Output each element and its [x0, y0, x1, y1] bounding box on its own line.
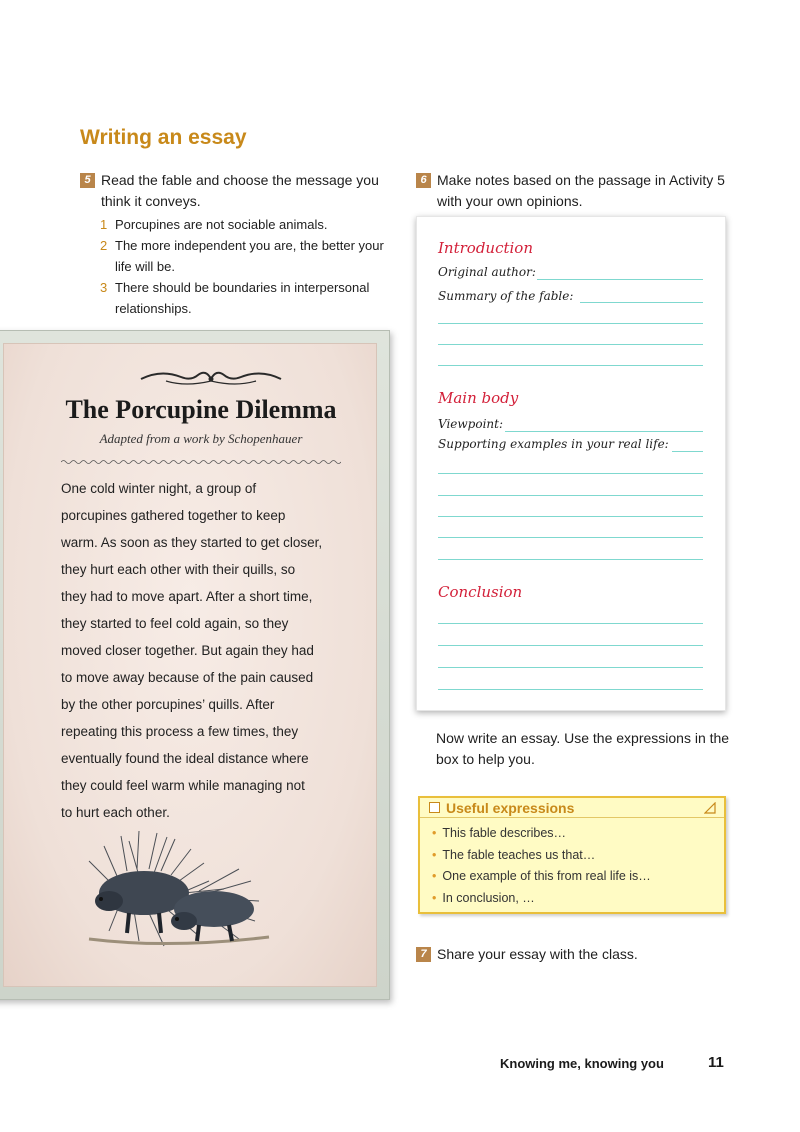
fable-line: they started to feel cold again, so they [61, 616, 289, 631]
section-title: Writing an essay [80, 126, 247, 149]
activity-6-instruction: Make notes based on the passage in Activity 5 with your own opinions. [437, 172, 725, 209]
original-author-line[interactable] [537, 279, 703, 280]
expression-text: One example of this from real life is… [442, 869, 651, 883]
supporting-label: Supporting examples in your real life: [438, 437, 669, 451]
option-item [100, 277, 400, 319]
bullet-icon: • [432, 869, 437, 883]
expression-text: In conclusion, … [442, 890, 535, 905]
note-line[interactable] [438, 495, 703, 496]
note-line[interactable] [438, 645, 703, 646]
write-essay-instruction: Now write an essay. Use the expressions in the box to help you. [436, 730, 730, 767]
option-item [100, 214, 400, 235]
note-line[interactable] [438, 516, 703, 517]
note-line[interactable] [438, 559, 703, 560]
fable-line: repeating this process a few times, they [61, 724, 299, 739]
fable-subtitle: Adapted from a work by Schopenhauer [99, 431, 303, 446]
fable-line: moved closer together. But again they had [61, 643, 314, 658]
fable-title: The Porcupine Dilemma [65, 395, 337, 424]
fable-line: One cold winter night, a group of [61, 481, 257, 496]
summary-line[interactable] [580, 302, 703, 303]
note-line[interactable] [438, 623, 703, 624]
page-number: 11 [708, 1054, 724, 1071]
expression-text: This fable describes… [442, 826, 567, 840]
fable-board [0, 330, 390, 1000]
porcupine-illustration-icon [79, 821, 279, 951]
bullet-icon: • [432, 847, 437, 862]
expression-list [420, 818, 724, 909]
note-line[interactable] [438, 365, 703, 366]
viewpoint-line[interactable] [505, 431, 703, 432]
activity-7-instruction: Share your essay with the class. [437, 946, 638, 962]
fable-line: they had to move apart. After a short time, [61, 589, 313, 604]
introduction-heading: Introduction [438, 239, 533, 257]
fable-line: porcupines gathered together to keep [61, 508, 286, 523]
activity-7-badge: 7 [416, 947, 431, 962]
original-author-label: Original author: [438, 265, 536, 279]
useful-expressions-box [418, 796, 726, 914]
expression-item [432, 845, 724, 867]
bullet-icon: • [432, 826, 437, 840]
expression-item [432, 823, 724, 845]
useful-expressions-title: Useful expressions [446, 799, 575, 816]
option-text: The more independent you are, the better your life will be. [115, 238, 384, 274]
conclusion-heading: Conclusion [438, 583, 523, 601]
supporting-line[interactable] [672, 451, 703, 452]
option-text: Porcupines are not sociable animals. [115, 217, 328, 232]
activity-7 [416, 944, 736, 965]
activity-5-badge: 5 [80, 173, 95, 188]
bullet-icon: • [432, 890, 437, 905]
footer-unit-title: Knowing me, knowing you [500, 1056, 664, 1071]
activity-5-instruction: Read the fable and choose the message you think it conveys. [101, 172, 379, 209]
expression-item [432, 866, 724, 888]
fable-line: to hurt each other. [61, 805, 170, 820]
useful-expressions-header [420, 798, 724, 818]
note-line[interactable] [438, 667, 703, 668]
activity-6-badge: 6 [416, 173, 431, 188]
option-text: There should be boundaries in interpersonal relationships. [115, 280, 370, 316]
fable-line: they hurt each other with their quills, so [61, 562, 296, 577]
fable-text [61, 475, 341, 826]
note-line[interactable] [438, 473, 703, 474]
expression-item [432, 888, 724, 910]
option-item [100, 235, 400, 277]
activity-6 [416, 170, 736, 212]
note-line[interactable] [438, 689, 703, 690]
activity-5 [80, 170, 400, 319]
expression-text: The fable teaches us that… [442, 847, 596, 862]
main-body-heading: Main body [438, 389, 519, 407]
fable-line: by the other porcupines’ quills. After [61, 697, 275, 712]
note-line[interactable] [438, 344, 703, 345]
flourish-ornament-icon [136, 369, 286, 389]
note-line[interactable] [438, 537, 703, 538]
checkbox-icon [429, 802, 440, 813]
option-number: 1 [100, 217, 108, 232]
option-number: 3 [100, 280, 108, 295]
summary-label: Summary of the fable: [438, 289, 574, 303]
notes-card [416, 216, 726, 711]
corner-triangle-icon [704, 802, 716, 814]
option-list [100, 214, 400, 319]
wavy-divider [61, 459, 341, 465]
option-number: 2 [100, 238, 108, 253]
note-line[interactable] [438, 323, 703, 324]
fable-line: warm. As soon as they started to get closer, [61, 535, 323, 550]
fable-line: they could feel warm while managing not [61, 778, 305, 793]
fable-line: eventually found the ideal distance where [61, 751, 309, 766]
fable-line: to move away because of the pain caused [61, 670, 314, 685]
viewpoint-label: Viewpoint: [438, 417, 504, 431]
